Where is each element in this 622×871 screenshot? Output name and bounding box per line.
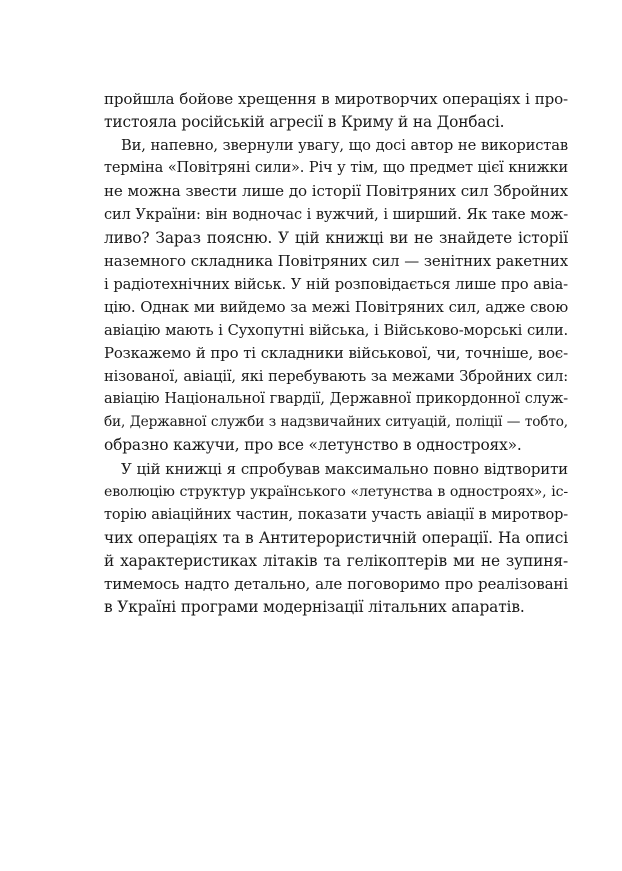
text-line: цію. Однак ми вийдемо за межі Повітряних сил, адже свою bbox=[104, 297, 568, 316]
text-line: би, Державної служби з надзвичайних ситуацій, поліції — тобто, bbox=[104, 414, 568, 431]
body-text bbox=[104, 88, 568, 619]
paragraph-air-force-term bbox=[104, 134, 568, 457]
text-line: тистояла російській агресії в Криму й на Донбасі. bbox=[104, 113, 505, 132]
text-line: терміна «Повітряні сили». Річ у тім, що предмет цієї книжки bbox=[104, 160, 568, 177]
text-line: наземного складника Повітряних сил — зенітних ракетних bbox=[104, 251, 568, 270]
text-line: тимемось надто детально, але поговоримо про реалізовані bbox=[104, 574, 568, 593]
text-line: еволюцію структур українського «летунства в одностроях», іс- bbox=[104, 483, 568, 500]
text-line: і радіотехнічних військ. У ній розповідається лише про авіа- bbox=[104, 275, 568, 293]
text-line: торію авіаційних частин, показати участь авіації в миротвор- bbox=[104, 506, 568, 523]
text-line: авіацію мають і Сухопутні війська, і Військово-морські сили. bbox=[104, 321, 568, 339]
text-line: Ви, напевно, звернули увагу, що досі автор не використав bbox=[121, 137, 568, 155]
text-line: Розкажемо й про ті складники військової, чи, точніше, воє- bbox=[104, 344, 568, 363]
paragraph-continuation bbox=[104, 88, 568, 134]
text-line: чих операціях та в Антитерористичній операції. На описі bbox=[104, 528, 568, 547]
text-line: й характеристиках літаків та гелікоптерів ми не зупиня- bbox=[104, 551, 568, 570]
text-line: авіацію Національної гвардії, Державної прикордонної служ- bbox=[104, 391, 568, 408]
text-line: ливо? Зараз поясню. У цій книжці ви не знайдете історії bbox=[104, 228, 568, 247]
text-line: сил України: він водночас і вужчий, і ширший. Як таке мож- bbox=[104, 206, 568, 224]
text-line: в Україні програми модернізації літальних апаратів. bbox=[104, 598, 525, 617]
text-line: образно кажучи, про все «летунство в одностроях». bbox=[104, 436, 522, 455]
text-line: пройшла бойове хрещення в миротворчих операціях і про- bbox=[104, 90, 568, 108]
paragraph-book-scope bbox=[104, 458, 568, 620]
text-line: не можна звести лише до історії Повітряних сил Збройних bbox=[104, 182, 568, 201]
text-line: нізованої, авіації, які перебувають за межами Збройних сил: bbox=[104, 368, 568, 386]
text-line: У цій книжці я спробував максимально повно відтворити bbox=[121, 459, 568, 478]
